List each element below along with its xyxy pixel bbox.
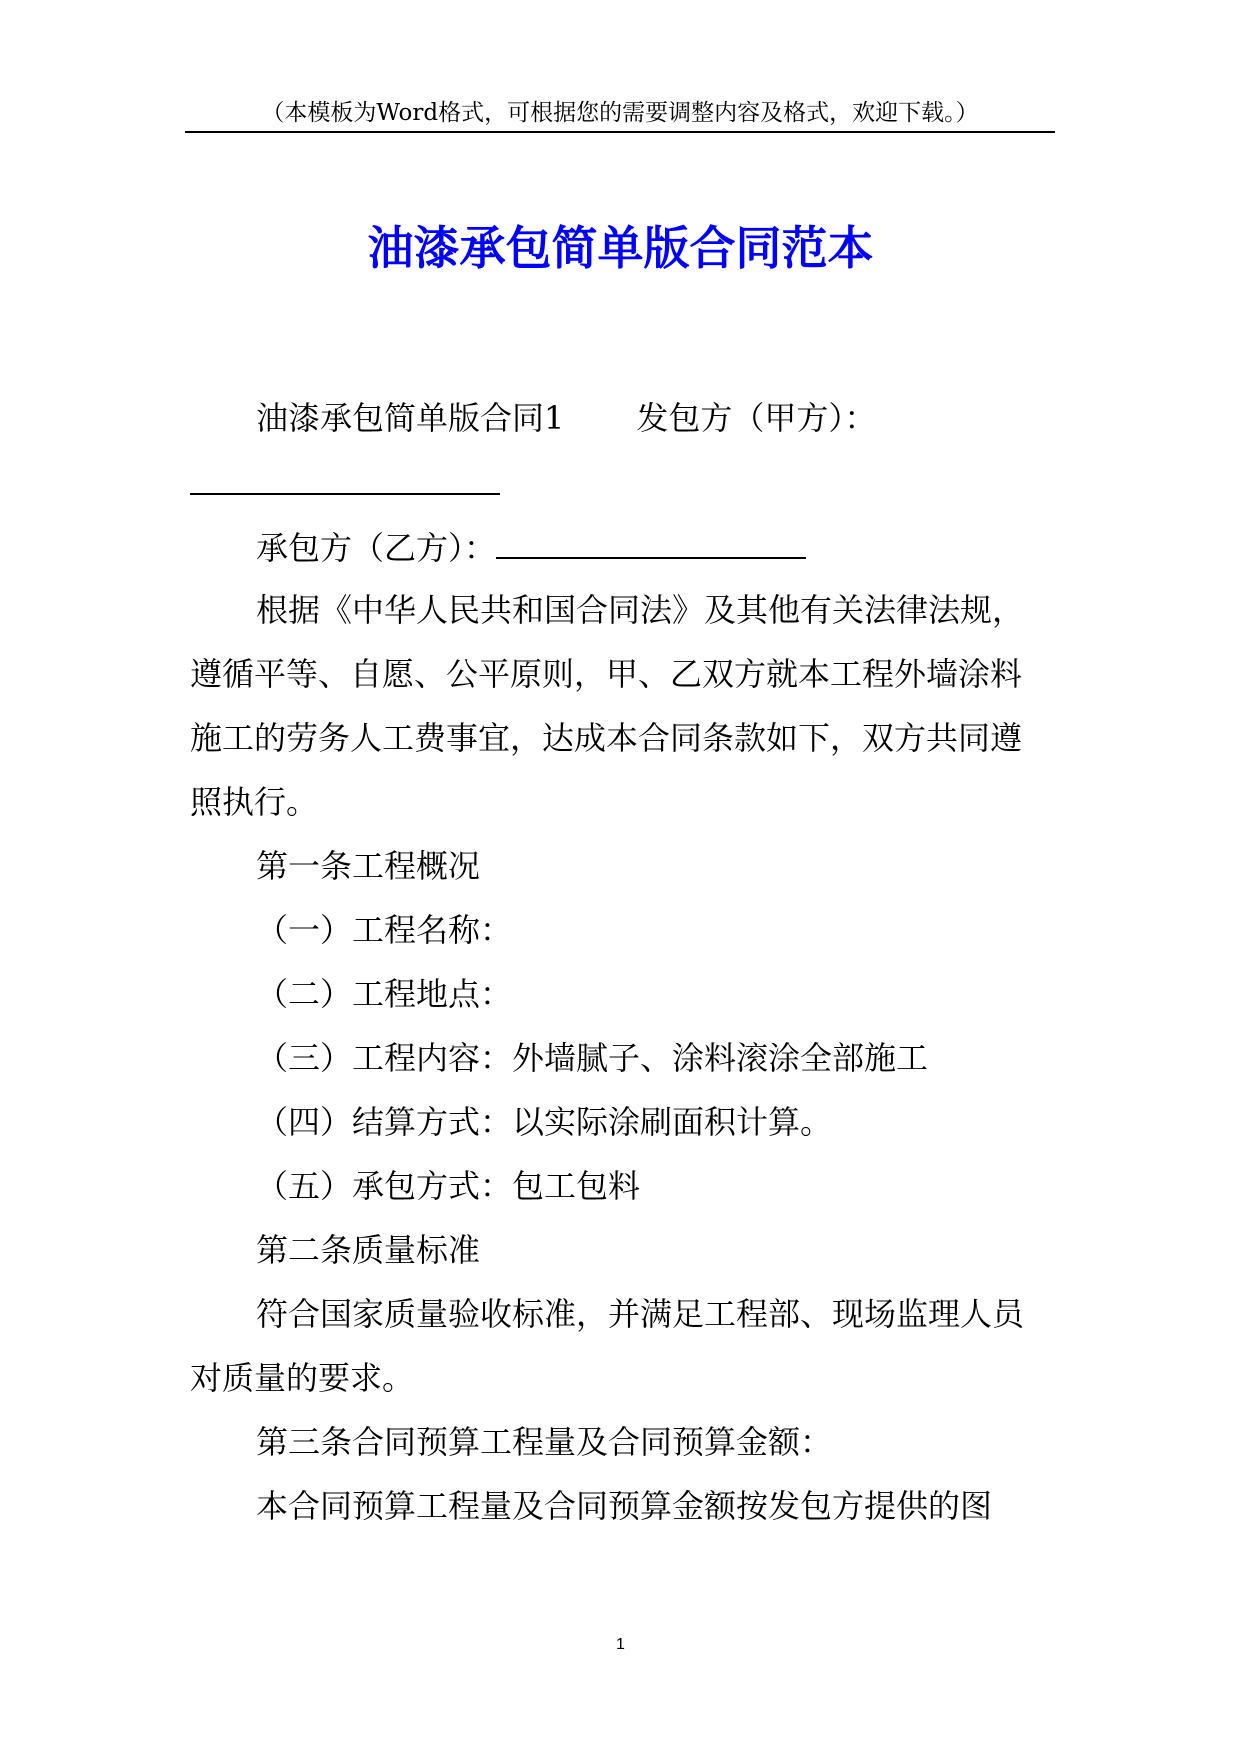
page-number: 1: [616, 1636, 625, 1653]
list-item: （三）工程内容：外墙腻子、涂料滚涂全部施工: [256, 1039, 929, 1077]
section-heading: 第一条工程概况: [256, 847, 481, 885]
header-note: （本模板为Word格式，可根据您的需要调整内容及格式，欢迎下载。）: [261, 100, 979, 126]
document-title: 油漆承包简单版合同范本: [367, 221, 874, 275]
party-a-fill-line: [190, 463, 500, 504]
paragraph-line: 本合同预算工程量及合同预算金额按发包方提供的图: [256, 1487, 993, 1525]
section-heading: 第二条质量标准: [256, 1231, 481, 1269]
party-a-blank: [190, 463, 500, 495]
list-item: （二）工程地点：: [256, 975, 513, 1013]
paragraph-line: 对质量的要求。: [190, 1359, 415, 1397]
list-item: （五）承包方式：包工包料: [256, 1167, 641, 1205]
paragraph-line: 根据《中华人民共和国合同法》及其他有关法律法规，: [256, 591, 1025, 629]
paragraph-line: 施工的劳务人工费事宜，达成本合同条款如下，双方共同遵: [190, 719, 1023, 757]
list-item: （一）工程名称：: [256, 911, 513, 949]
header-divider: [185, 131, 1055, 133]
section-heading: 第三条合同预算工程量及合同预算金额：: [256, 1423, 833, 1461]
party-a-label: 发包方（甲方）：: [636, 399, 877, 437]
party-b-line: [256, 527, 806, 568]
contract-heading-line: [256, 398, 876, 438]
party-b-label: 承包方（乙方）：: [256, 529, 497, 567]
paragraph-line: 照执行。: [190, 783, 319, 821]
paragraph-line: 遵循平等、自愿、公平原则，甲、乙双方就本工程外墙涂料: [190, 655, 1023, 693]
party-b-blank: [496, 527, 806, 559]
contract-number-label: 油漆承包简单版合同1: [256, 399, 565, 437]
list-item: （四）结算方式：以实际涂刷面积计算。: [256, 1103, 833, 1141]
paragraph-line: 符合国家质量验收标准，并满足工程部、现场监理人员: [256, 1295, 1025, 1333]
